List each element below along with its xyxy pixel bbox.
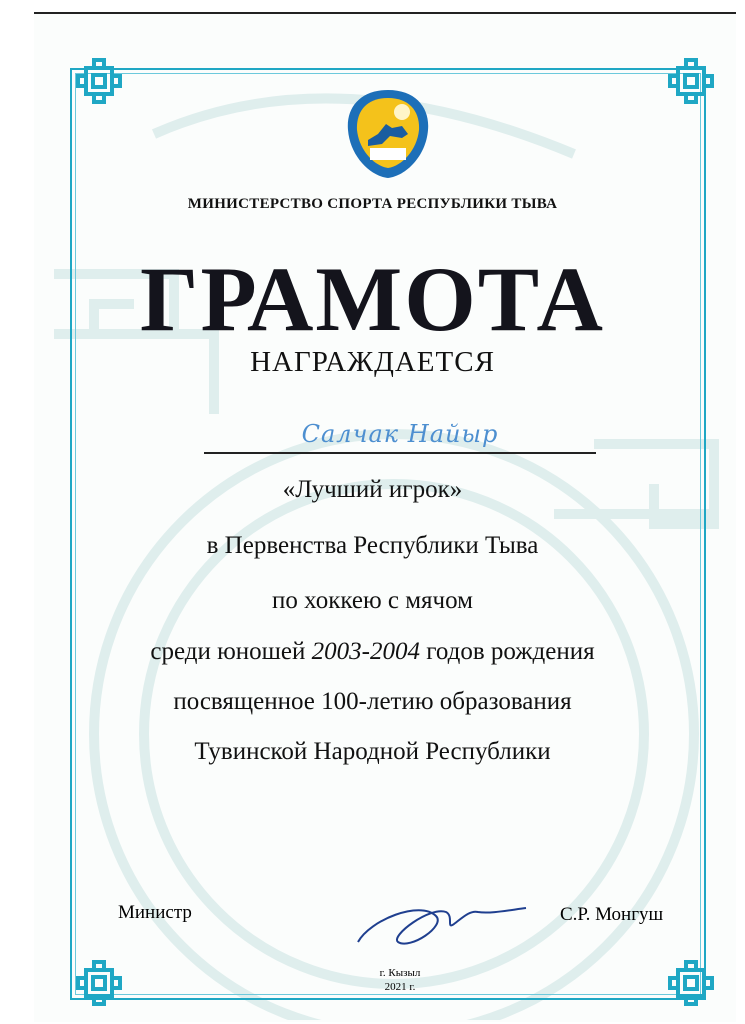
endless-knot-icon (74, 958, 124, 1008)
city: г. Кызыл (379, 967, 421, 979)
tuva-emblem-icon (340, 86, 436, 182)
awarded-label: НАГРАЖДАЕТСЯ (250, 346, 495, 378)
award-line-1: в Первенства Республики Тыва (206, 532, 539, 559)
line-3-suffix: годов рождения (426, 638, 595, 665)
issue-year: 2021 г. (384, 981, 416, 993)
certificate-title: ГРАМОТА (139, 248, 605, 350)
endless-knot-icon (666, 958, 716, 1008)
award-line-2: по хоккею с мячом (272, 587, 473, 614)
award-line-3 (0, 638, 745, 666)
ministry-name: МИНИСТЕРСТВО СПОРТА РЕСПУБЛИКИ ТЫВА (187, 196, 558, 212)
award-line-4: посвященное 100-летию образования (173, 688, 572, 715)
line-3-prefix: среди юношей (150, 638, 306, 665)
endless-knot-icon (666, 56, 716, 106)
signer-title: Министр (118, 902, 192, 923)
endless-knot-icon (74, 56, 124, 106)
birth-years: 2003-2004 (311, 638, 420, 665)
city-date (360, 966, 440, 994)
recipient-underline (204, 452, 596, 454)
signature-icon (350, 890, 530, 960)
award-title: «Лучший игрок» (282, 476, 463, 503)
recipient-name: Салчак Найыр (301, 420, 499, 448)
award-line-5: Тувинской Народной Республики (194, 738, 551, 765)
signer-name: С.Р. Монгуш (560, 904, 664, 925)
